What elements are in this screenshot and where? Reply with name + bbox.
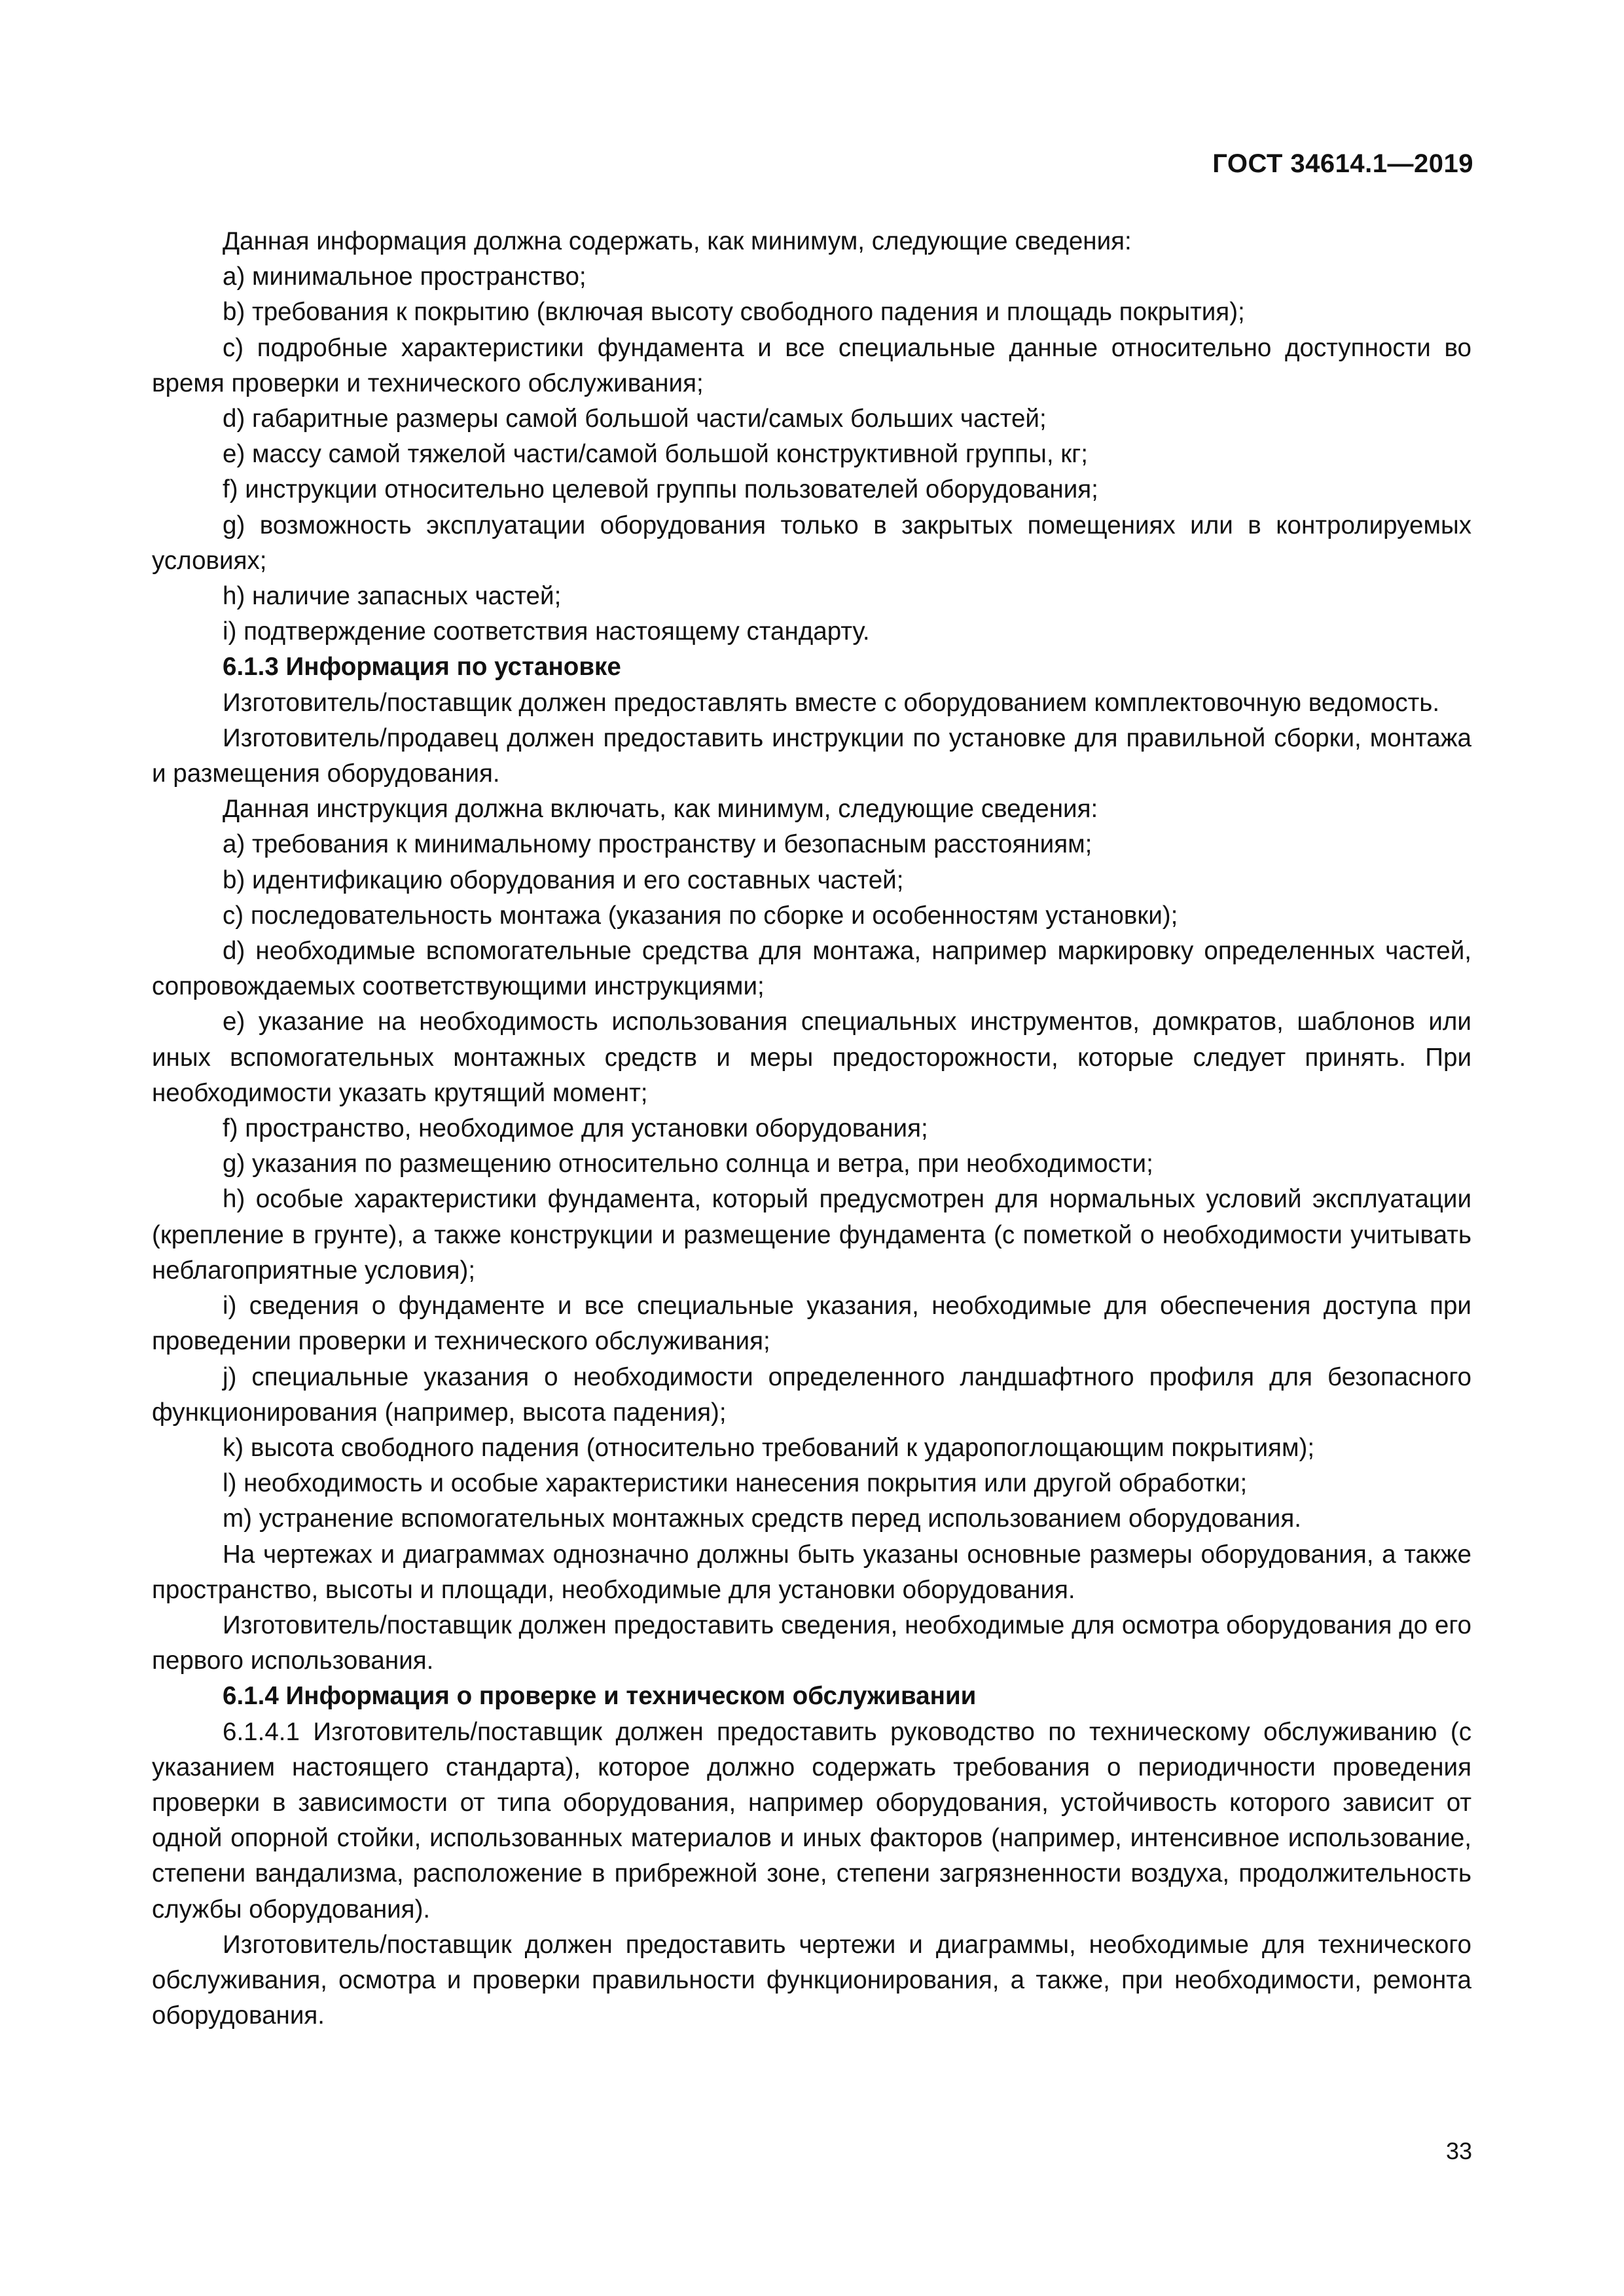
body-paragraph: b) требования к покрытию (включая высоту свободного падения и площадь покрытия);: [223, 298, 1245, 327]
body-paragraph: i) подтверждение соответствия настоящему стандарту.: [223, 617, 870, 646]
body-paragraph: i) сведения о фундаменте и все специальные указания, необходимые для обеспечения доступа при проведении проверки и технического обслуживания;: [152, 1292, 1471, 1356]
body-paragraph: c) подробные характеристики фундамента и все специальные данные относительно доступности во время проверки и технического обслуживания;: [152, 333, 1471, 397]
body-paragraph: h) наличие запасных частей;: [223, 582, 562, 611]
body-paragraph: e) массу самой тяжелой части/самой большой конструктивной группы, кг;: [223, 440, 1088, 469]
body-paragraph: m) устранение вспомогательных монтажных средств перед использованием оборудования.: [223, 1504, 1301, 1533]
body-paragraph: Изготовитель/поставщик должен предоставлять вместе с оборудованием комплектовочную ведомость.: [223, 688, 1440, 717]
body-paragraph: c) последовательность монтажа (указания по сборке и особенностям установки);: [223, 901, 1178, 930]
page-number: 33: [1445, 2138, 1472, 2164]
section-heading: 6.1.4 Информация о проверке и техническом обслуживании: [223, 1682, 977, 1711]
body-paragraph: g) указания по размещению относительно солнца и ветра, при необходимости;: [223, 1150, 1153, 1178]
body-paragraph: d) габаритные размеры самой большой части/самых больших частей;: [223, 405, 1047, 433]
body-paragraph: d) необходимые вспомогательные средства для монтажа, например маркировку определенных частей, сопровождаемых соответствующими инструкциями;: [152, 937, 1471, 1001]
body-paragraph: Изготовитель/продавец должен предоставить инструкции по установке для правильной сборки, монтажа и размещения оборудования.: [152, 723, 1471, 788]
body-paragraph: f) пространство, необходимое для установки оборудования;: [223, 1114, 928, 1143]
body-paragraph: k) высота свободного падения (относительно требований к ударопоглощающим покрытиям);: [223, 1433, 1315, 1462]
body-paragraph: e) указание на необходимость использования специальных инструментов, домкратов, шаблонов или иных вспомогательных монтажных средств и меры предосторожности, которые следует принять. При необходимости указать крутящий момент;: [152, 1008, 1471, 1107]
body-paragraph: j) специальные указания о необходимости определенного ландшафтного профиля для безопасного функционирования (например, высота падения);: [152, 1362, 1471, 1427]
body-paragraph: На чертежах и диаграммах однозначно должны быть указаны основные размеры оборудования, а также пространство, высоты и площади, необходимые для установки оборудования.: [152, 1540, 1471, 1604]
body-paragraph: Изготовитель/поставщик должен предоставить сведения, необходимые для осмотра оборудования до его первого использования.: [152, 1611, 1471, 1675]
standard-code-header: ГОСТ 34614.1—2019: [1212, 149, 1473, 178]
section-heading: 6.1.3 Информация по установке: [223, 653, 621, 682]
body-paragraph: 6.1.4.1 Изготовитель/поставщик должен предоставить руководство по техническому обслуживанию (с указанием настоящего стандарта), которое должно содержать требования о периодичности проведения проверки в зависимости от типа оборудования, например оборудования, устойчивость которого зависит от одной опорной стойки, использованных материалов и иных факторов (например, интенсивное использование, степени вандализма, расположение в прибрежной зоне, степени загрязненности воздуха, продолжительность службы оборудования).: [152, 1717, 1471, 1923]
body-paragraph: g) возможность эксплуатации оборудования только в закрытых помещениях или в контролируемых условиях;: [152, 511, 1471, 575]
document-body: [152, 224, 1471, 2033]
body-paragraph: h) особые характеристики фундамента, который предусмотрен для нормальных условий эксплуатации (крепление в грунте), а также конструкции и размещение фундамента (с пометкой о необходимости учитывать неблагоприятные условия);: [152, 1185, 1471, 1285]
body-paragraph: a) минимальное пространство;: [223, 263, 586, 291]
body-paragraph: b) идентификацию оборудования и его составных частей;: [223, 866, 904, 894]
body-paragraph: Данная информация должна содержать, как минимум, следующие сведения:: [223, 227, 1132, 255]
body-paragraph: Данная инструкция должна включать, как минимум, следующие сведения:: [223, 795, 1098, 824]
body-paragraph: f) инструкции относительно целевой группы пользователей оборудования;: [223, 475, 1098, 504]
body-paragraph: Изготовитель/поставщик должен предоставить чертежи и диаграммы, необходимые для технического обслуживания, осмотра и проверки правильности функционирования, а также, при необходимости, ремонта оборудования.: [152, 1930, 1471, 2030]
body-paragraph: l) необходимость и особые характеристики нанесения покрытия или другой обработки;: [223, 1469, 1248, 1498]
body-paragraph: a) требования к минимальному пространству и безопасным расстояниям;: [223, 830, 1092, 859]
